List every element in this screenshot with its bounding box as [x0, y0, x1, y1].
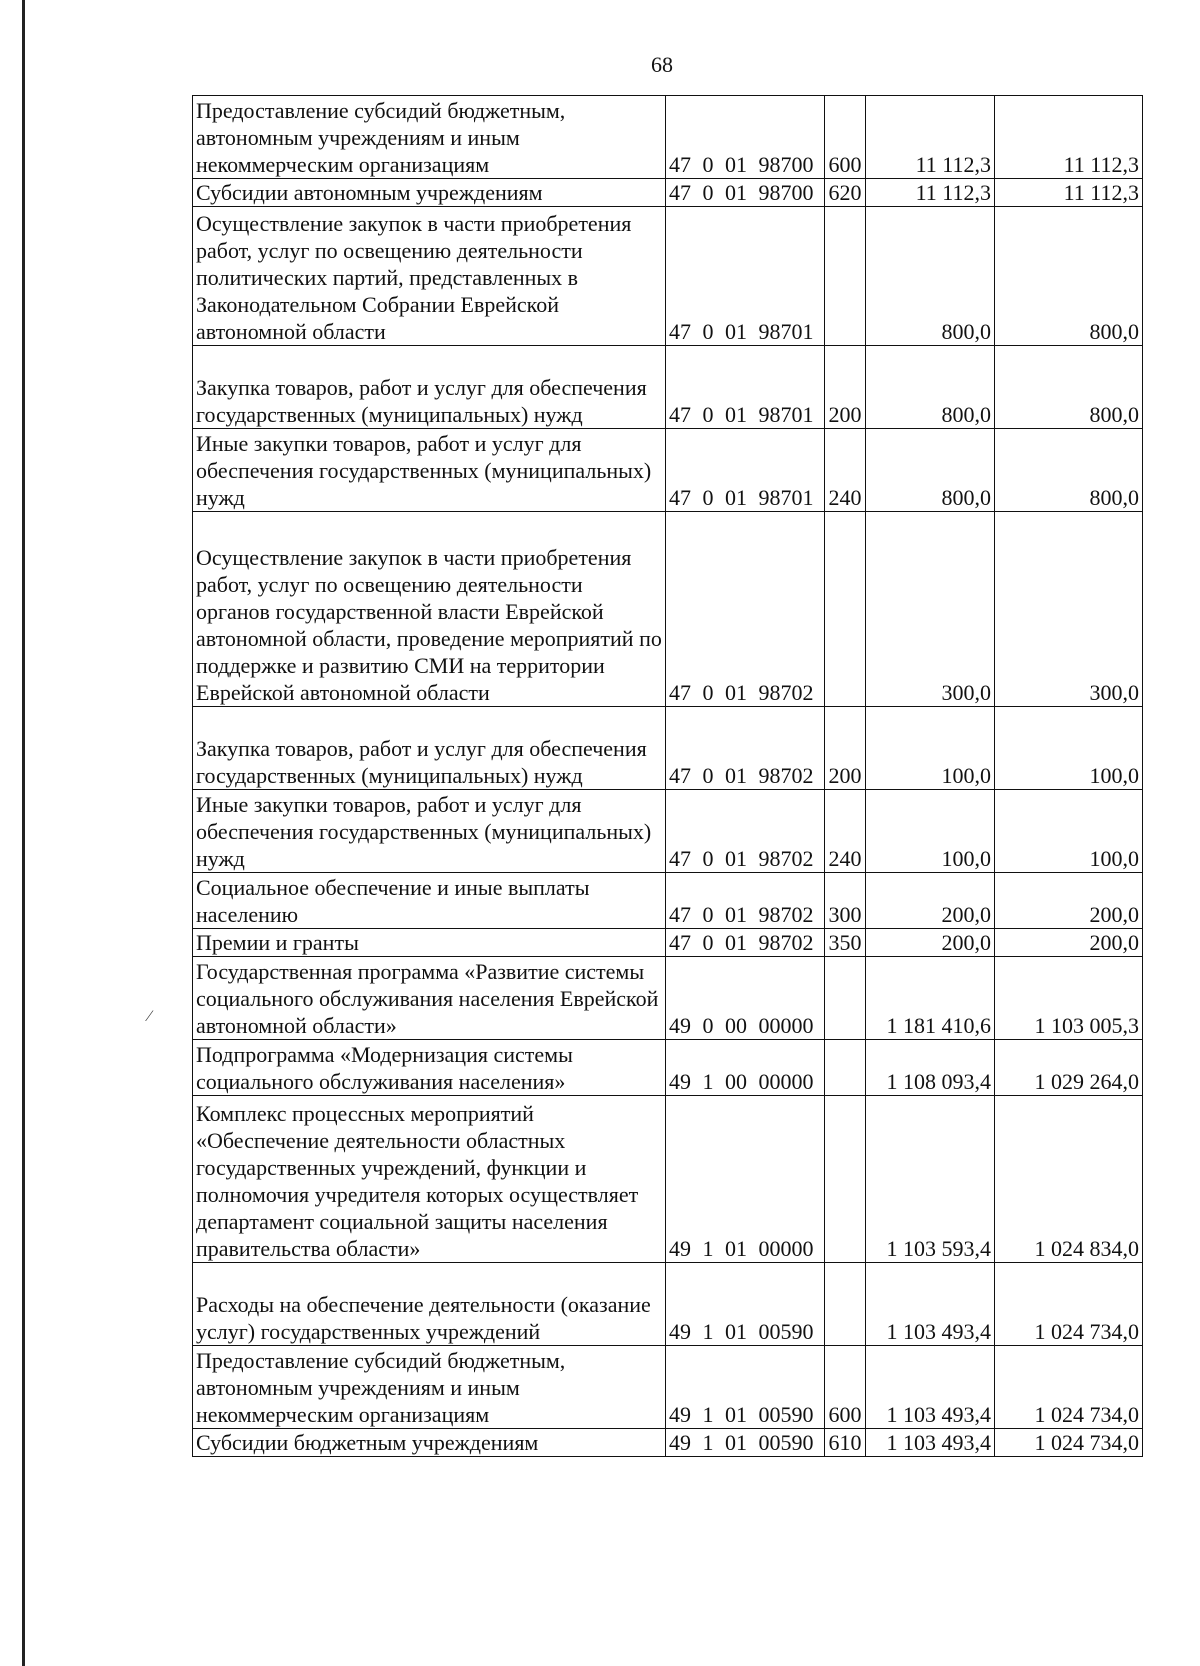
row-code: 47 0 01 98702 [666, 929, 825, 957]
pen-tick-mark: ⁄ [148, 1008, 151, 1025]
table-row [193, 790, 1143, 873]
row-code: 47 0 01 98700 [666, 179, 825, 207]
row-code: 47 0 01 98701 [666, 346, 825, 429]
row-name: Премии и гранты [193, 929, 666, 957]
table-row [193, 179, 1143, 207]
row-expense-type [825, 207, 866, 346]
row-expense-type: 200 [825, 346, 866, 429]
table-row [193, 873, 1143, 929]
row-expense-type: 620 [825, 179, 866, 207]
row-amount-1: 300,0 [866, 512, 995, 707]
row-amount-2: 100,0 [995, 790, 1143, 873]
row-code: 49 0 00 00000 [666, 957, 825, 1040]
row-amount-2: 800,0 [995, 207, 1143, 346]
row-code: 47 0 01 98702 [666, 707, 825, 790]
row-code: 47 0 01 98702 [666, 512, 825, 707]
row-amount-2: 1 103 005,3 [995, 957, 1143, 1040]
row-amount-2: 200,0 [995, 929, 1143, 957]
row-code: 47 0 01 98700 [666, 96, 825, 179]
row-amount-1: 800,0 [866, 346, 995, 429]
row-name: Расходы на обеспечение деятельности (оказание услуг) государственных учреждений [193, 1263, 666, 1346]
scan-edge-line [22, 0, 25, 1666]
table-row [193, 957, 1143, 1040]
row-amount-2: 1 024 734,0 [995, 1346, 1143, 1429]
row-code: 47 0 01 98702 [666, 790, 825, 873]
row-amount-1: 800,0 [866, 207, 995, 346]
row-expense-type [825, 1263, 866, 1346]
row-amount-1: 1 103 593,4 [866, 1096, 995, 1263]
table-row [193, 1346, 1143, 1429]
row-name: Социальное обеспечение и иные выплаты населению [193, 873, 666, 929]
row-amount-2: 1 024 734,0 [995, 1429, 1143, 1457]
row-name: Субсидии бюджетным учреждениям [193, 1429, 666, 1457]
row-expense-type: 240 [825, 429, 866, 512]
page-number: 68 [651, 52, 673, 77]
row-amount-2: 1 024 834,0 [995, 1096, 1143, 1263]
row-name: Осуществление закупок в части приобретения работ, услуг по освещению деятельности органов государственной власти Еврейской автономной области, проведение мероприятий по поддержке и развитию СМИ на территории Еврейской автономной области [193, 512, 666, 707]
row-code: 49 1 01 00590 [666, 1346, 825, 1429]
row-amount-2: 11 112,3 [995, 96, 1143, 179]
row-expense-type [825, 957, 866, 1040]
row-amount-2: 200,0 [995, 873, 1143, 929]
row-expense-type: 610 [825, 1429, 866, 1457]
row-name: Закупка товаров, работ и услуг для обеспечения государственных (муниципальных) нужд [193, 346, 666, 429]
row-amount-1: 1 103 493,4 [866, 1263, 995, 1346]
row-expense-type: 200 [825, 707, 866, 790]
table-row [193, 1040, 1143, 1096]
table-row [193, 207, 1143, 346]
row-name: Осуществление закупок в части приобретения работ, услуг по освещению деятельности политических партий, представленных в Законодательном Собрании Еврейской автономной области [193, 207, 666, 346]
row-amount-2: 300,0 [995, 512, 1143, 707]
row-amount-1: 100,0 [866, 707, 995, 790]
row-code: 49 1 01 00000 [666, 1096, 825, 1263]
row-name: Иные закупки товаров, работ и услуг для обеспечения государственных (муниципальных) нужд [193, 790, 666, 873]
budget-table [192, 95, 1143, 1457]
table-row [193, 512, 1143, 707]
row-expense-type: 600 [825, 96, 866, 179]
row-expense-type: 350 [825, 929, 866, 957]
row-expense-type: 600 [825, 1346, 866, 1429]
row-code: 49 1 01 00590 [666, 1429, 825, 1457]
table-row [193, 1429, 1143, 1457]
row-code: 47 0 01 98701 [666, 429, 825, 512]
row-expense-type [825, 1040, 866, 1096]
row-amount-1: 1 181 410,6 [866, 957, 995, 1040]
row-amount-1: 1 108 093,4 [866, 1040, 995, 1096]
table-row [193, 96, 1143, 179]
row-name: Иные закупки товаров, работ и услуг для обеспечения государственных (муниципальных) нужд [193, 429, 666, 512]
table-row [193, 707, 1143, 790]
row-name: Комплекс процессных мероприятий «Обеспечение деятельности областных государственных учреждений, функции и полномочия учредителя которых осуществляет департамент социальной защиты населения правительства области» [193, 1096, 666, 1263]
row-amount-2: 800,0 [995, 346, 1143, 429]
row-expense-type [825, 512, 866, 707]
table-row [193, 1096, 1143, 1263]
row-code: 49 1 01 00590 [666, 1263, 825, 1346]
row-amount-1: 11 112,3 [866, 96, 995, 179]
table-row [193, 346, 1143, 429]
table-row [193, 929, 1143, 957]
row-amount-2: 11 112,3 [995, 179, 1143, 207]
row-amount-2: 100,0 [995, 707, 1143, 790]
row-amount-1: 200,0 [866, 873, 995, 929]
row-amount-1: 1 103 493,4 [866, 1429, 995, 1457]
row-name: Государственная программа «Развитие системы социального обслуживания населения Еврейской автономной области» [193, 957, 666, 1040]
row-expense-type: 300 [825, 873, 866, 929]
row-code: 47 0 01 98702 [666, 873, 825, 929]
table-row [193, 429, 1143, 512]
row-amount-2: 1 029 264,0 [995, 1040, 1143, 1096]
row-expense-type: 240 [825, 790, 866, 873]
row-amount-2: 1 024 734,0 [995, 1263, 1143, 1346]
row-amount-1: 800,0 [866, 429, 995, 512]
row-amount-1: 200,0 [866, 929, 995, 957]
row-amount-1: 100,0 [866, 790, 995, 873]
row-amount-2: 800,0 [995, 429, 1143, 512]
row-name: Предоставление субсидий бюджетным, автономным учреждениям и иным некоммерческим организациям [193, 1346, 666, 1429]
row-code: 47 0 01 98701 [666, 207, 825, 346]
row-name: Закупка товаров, работ и услуг для обеспечения государственных (муниципальных) нужд [193, 707, 666, 790]
row-name: Подпрограмма «Модернизация системы социального обслуживания населения» [193, 1040, 666, 1096]
table-row [193, 1263, 1143, 1346]
row-code: 49 1 00 00000 [666, 1040, 825, 1096]
row-expense-type [825, 1096, 866, 1263]
row-name: Предоставление субсидий бюджетным, автономным учреждениям и иным некоммерческим организациям [193, 96, 666, 179]
row-name: Субсидии автономным учреждениям [193, 179, 666, 207]
row-amount-1: 11 112,3 [866, 179, 995, 207]
row-amount-1: 1 103 493,4 [866, 1346, 995, 1429]
